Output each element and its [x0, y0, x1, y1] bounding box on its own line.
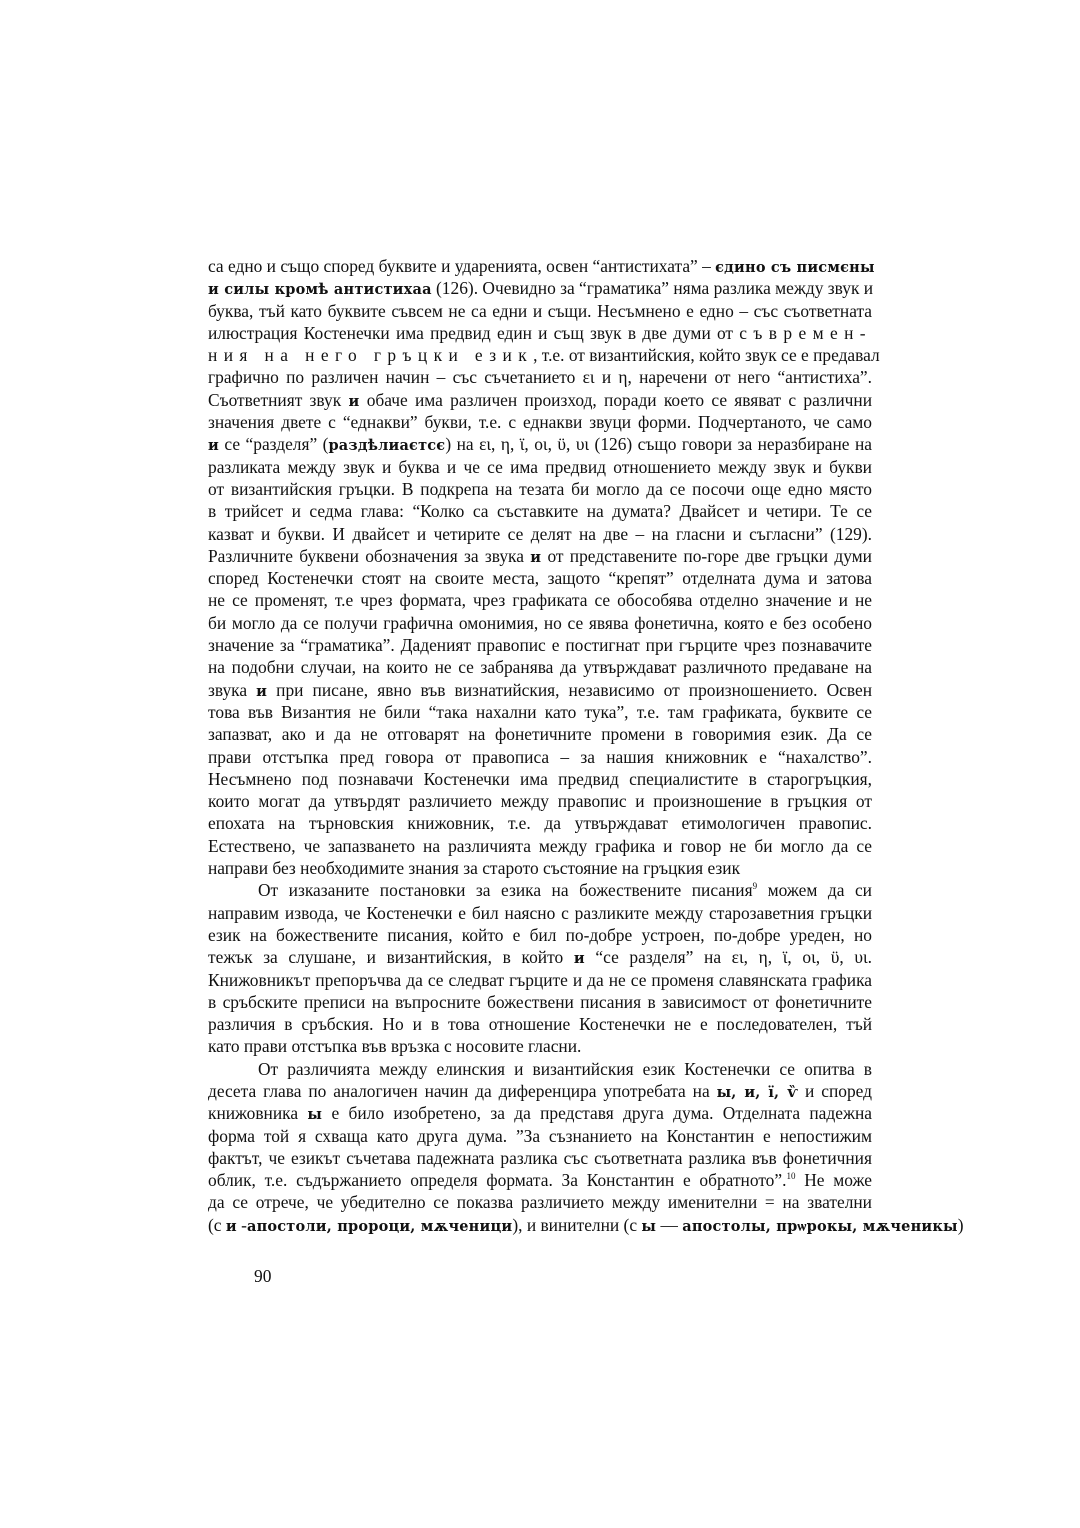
text-segment: звука [208, 679, 257, 700]
text-line [208, 523, 872, 545]
text-line [208, 1214, 964, 1236]
text-line [208, 277, 872, 299]
text-line [208, 545, 872, 567]
text-segment: Книжовникът препоръчва да се следват гърците и да не се променя славянската графика [208, 969, 872, 990]
text-segment: , т.е. от византийския, който звук се е предавал [533, 345, 880, 366]
text-line [208, 500, 872, 522]
text-segment: обаче има различен произход, поради което се явяват с различни [359, 389, 873, 410]
text-segment: би могло да се получи графична омонимия, но се явява фонетична, която е без особено [208, 612, 872, 633]
spaced-text: ния на него гръцки език [208, 345, 534, 366]
text-line [208, 1169, 872, 1191]
text-segment: можем да си [757, 880, 872, 901]
text-segment: От изказаните постановки за езика на божествените писания [258, 880, 753, 901]
text-line [208, 433, 872, 455]
text-line [208, 1013, 872, 1035]
text-segment: от византийския гръцки. В подкрепа на тезата би могло да се посочи още едно място [208, 478, 872, 499]
text-segment: в сръбските преписи на въпросните божествени писания в зависимост от фонетичните [208, 991, 872, 1012]
text-line [208, 589, 872, 611]
text-segment: “се разделя” на ει, η, ϊ, οι, ϋ, υι. [584, 947, 872, 968]
text-segment: запазват, ако и да не отговарят на фонетичните промени в говоримия език. Да се [208, 724, 872, 745]
text-line [208, 969, 872, 991]
text-line [208, 478, 872, 500]
text-line [208, 768, 872, 790]
text-line [208, 1058, 872, 1080]
text-line [208, 1125, 872, 1147]
text-line [208, 656, 872, 678]
text-segment: различия в сръбския. Но и в това отношение Костенечки не е последователен, тъй [208, 1014, 872, 1035]
text-segment: направим извода, че Костенечки е бил наясно с разликите между старозаветния гръцки [208, 902, 872, 923]
text-line [208, 634, 872, 656]
text-segment: облик, т.е. съдържанието определя формата. За Константин е обратното”. [208, 1170, 787, 1191]
text-segment: според Костенечки стоят на своите места, защото “крепят” отделната дума и затова [208, 568, 872, 589]
text-line [208, 946, 872, 968]
text-line [208, 679, 872, 701]
text-segment: графично по различен начин – със съчетанието ει и η, наречени от него “антистиха”. [208, 367, 872, 388]
text-line [208, 924, 872, 946]
text-line [208, 255, 875, 277]
text-segment: От различията между елинския и византийския език Костенечки се опитва в [258, 1058, 872, 1079]
text-segment: буква, тъй като буквите съвсем не са едни и същи. Несъмнено е едно – със съответната [208, 300, 872, 321]
old-slavonic-text: ы, и, ї, ѷ [716, 1083, 799, 1101]
text-segment: да се отрече, че убедително се показва различието между именителни = на звателни [208, 1192, 872, 1213]
page-number: 90 [254, 1266, 272, 1286]
text-line [208, 879, 872, 901]
text-segment: на подобни случаи, на които не се забранява да утвърждават различното предаване на [208, 657, 872, 678]
text-segment: (с [208, 1214, 226, 1235]
text-line [208, 1102, 872, 1124]
old-slavonic-text: апостолы, прѡрокы, мѫченикы [682, 1217, 958, 1235]
text-segment: е било изобретено, за да представя друга дума. Отделната падежна [322, 1103, 872, 1124]
spaced-text: съвремен- [739, 322, 872, 343]
text-segment: илюстрация Костенечки има предвид един и същ звук в две думи от [208, 322, 740, 343]
text-segment: (126). Очевидно за “граматика” няма разлика между звук и [431, 278, 874, 299]
text-line [208, 567, 872, 589]
text-segment: значения двете с “еднакви” букви, т.е. с еднакви звуци форми. Подчертаното, че само [208, 412, 872, 433]
text-line [208, 366, 872, 388]
text-segment: Не може [795, 1170, 872, 1191]
text-line [208, 322, 872, 344]
text-segment: десета глава по аналогичен начин да диференцира употребата на [208, 1080, 717, 1101]
text-line [208, 1080, 872, 1102]
text-line [208, 857, 872, 879]
text-segment: които могат да утвърдят различието между правопис и произношение в гръцкия от [208, 791, 872, 812]
text-line [208, 344, 880, 366]
old-slavonic-text: ы [641, 1217, 657, 1235]
old-slavonic-text: ы [307, 1106, 323, 1124]
old-slavonic-text: и [225, 1217, 237, 1235]
old-slavonic-text: и [530, 548, 542, 566]
page-body [208, 255, 964, 1236]
old-slavonic-text: и [348, 392, 360, 410]
text-line [208, 1147, 872, 1169]
text-segment: - [236, 1214, 247, 1235]
text-segment: в трийсет и седма глава: “Колко са съставките на думата? Двайсет и четири. Те се [208, 501, 872, 522]
text-segment: са едно и също според буквите и ударенията, освен “антистихата” – [208, 256, 716, 276]
text-line [208, 389, 872, 411]
text-segment: разликата между звук и буква и че се има предвид отношението между звук и букви [208, 456, 872, 477]
text-line [208, 411, 872, 433]
old-slavonic-text: и [208, 437, 219, 455]
text-segment: ) на ει, η, ϊ, οι, ϋ, υι (126) също говори за неразбиране на [445, 434, 872, 455]
text-segment: форма той я схваща като друга дума. ”За съзнанието на Константин е непостижим [208, 1125, 872, 1146]
text-segment: ), и винителни (с [512, 1214, 642, 1235]
text-segment: значение за “граматика”. Даденият правопис е постигнат при гърците чрез познавачите [208, 635, 872, 656]
text-line [208, 456, 872, 478]
text-segment: — [656, 1214, 683, 1235]
text-line [208, 746, 872, 768]
text-line [208, 701, 872, 723]
text-line [208, 612, 872, 634]
text-line [208, 1191, 872, 1213]
text-segment: казват и букви. И двайсет и четирите се делят на две – на гласни и съгласни” (129). [208, 523, 872, 544]
old-slavonic-text: апостоли, пророци, мѫченици [246, 1217, 513, 1235]
text-segment: епохата на търновския книжовник, т.е. да утвърждават етимологичен правопис. [208, 813, 872, 834]
text-segment: Естествено, че запазването на различията между графика и говор не би могло да се [208, 835, 872, 856]
old-slavonic-text: и силы кромѣ антистихаа [208, 281, 432, 299]
old-slavonic-text: и [256, 682, 268, 700]
text-line [208, 835, 872, 857]
footnote-marker: 9 [752, 881, 758, 892]
old-slavonic-text: и [573, 950, 585, 968]
text-segment: направи без необходимите знания за старото състояние на гръцкия език [208, 858, 741, 879]
text-segment: фактът, че езикът съчетава падежната разлика със съответната разлика във фонетичния [208, 1147, 872, 1168]
text-line [208, 790, 872, 812]
text-segment: не се променят, т.е чрез формата, чрез графиката се обособява отделно значение и не [208, 590, 872, 611]
text-segment: от представените по-горе две гръцки думи [541, 545, 872, 566]
text-line [208, 812, 872, 834]
old-slavonic-text: єдино съ писмєны [715, 259, 875, 276]
text-segment: и според [798, 1080, 872, 1101]
text-segment: Различните буквени обозначения за звука [208, 545, 531, 566]
text-segment: Несъмнено под познавачи Костенечки има предвид специалистите в старогръцкия, [208, 768, 872, 789]
text-segment: ) [957, 1214, 964, 1235]
text-line [208, 991, 872, 1013]
text-segment: като прави отстъпка във връзка с носовите гласни. [208, 1036, 582, 1057]
text-segment: при писане, явно във визнатийския, независимо от произношението. Освен [267, 679, 872, 700]
old-slavonic-text: раздѣлиаєтсє [328, 437, 446, 455]
text-segment: това във Византия не били “така нахални като тука”, т.е. там графиката, буквите се [208, 701, 872, 722]
text-segment: език на божествените писания, който е бил по-добре устроен, по-добре уреден, но [208, 924, 872, 945]
text-segment: Съответният звук [208, 389, 349, 410]
text-segment: книжовника [208, 1103, 308, 1124]
text-line [208, 300, 872, 322]
text-segment: прави отстъпка пред говора от правописа – за нашия книжовник е “нахалство”. [208, 746, 872, 767]
text-line [208, 1035, 872, 1057]
text-segment: се “разделя” ( [218, 434, 329, 455]
text-segment: тежък за слушане, и византийския, в който [208, 947, 574, 968]
text-line [208, 902, 872, 924]
text-line [208, 723, 872, 745]
footnote-marker: 10 [786, 1171, 796, 1182]
